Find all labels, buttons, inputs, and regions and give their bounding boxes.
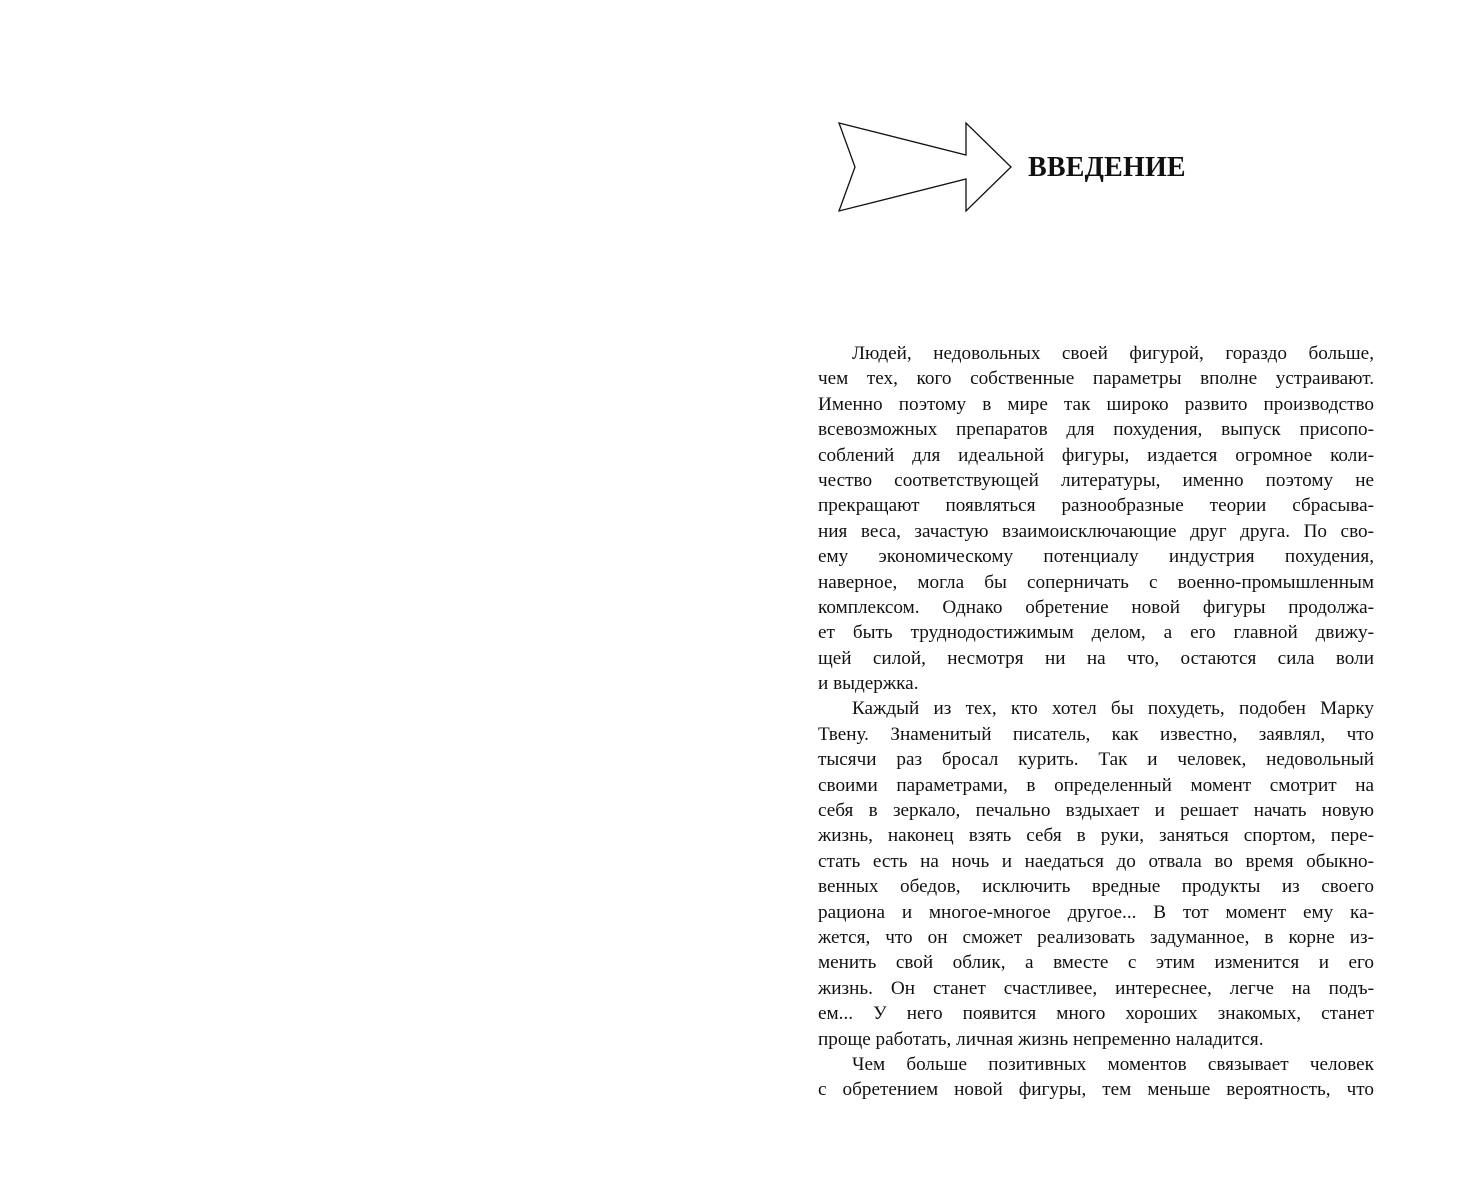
text-line: соблений для идеальной фигуры, издается огромное коли-: [818, 444, 1374, 466]
text-line: Чем больше позитивных моментов связывает человек: [852, 1053, 1374, 1075]
text-line: с обретением новой фигуры, тем меньше вероятность, что: [818, 1079, 1374, 1101]
text-line: чество соответствующей литературы, именно поэтому не: [818, 469, 1374, 491]
text-line: ния веса, зачастую взаимоисключающие друг друга. По сво-: [818, 520, 1374, 542]
text-line: и выдержка.: [818, 673, 919, 695]
text-line: чем тех, кого собственные параметры вполне устраивают.: [818, 368, 1374, 390]
text-line: прекращают появляться разнообразные теории сбрасыва-: [818, 495, 1374, 517]
text-line: жизнь. Он станет счастливее, интереснее, легче на подъ-: [818, 977, 1374, 999]
text-line: венных обедов, исключить вредные продукты из своего: [818, 876, 1374, 898]
paragraph-2: [818, 696, 1374, 1051]
paragraph-3: [818, 1052, 1374, 1103]
chapter-title: ВВЕДЕНИЕ: [1028, 152, 1186, 183]
text-line: тысячи раз бросал курить. Так и человек, недовольный: [818, 749, 1374, 771]
text-line: жется, что он сможет реализовать задуманное, в корне из-: [818, 926, 1374, 948]
text-line: ет быть труднодостижимым делом, а его главной движу-: [818, 622, 1374, 644]
text-line: щей силой, несмотря ни на что, остаются сила воли: [818, 647, 1374, 669]
text-line: проще работать, личная жизнь непременно наладится.: [818, 1028, 1264, 1050]
arrow-right-icon: [836, 120, 1014, 214]
text-line: комплексом. Однако обретение новой фигуры продолжа-: [818, 596, 1374, 618]
text-line: Людей, недовольных своей фигурой, гораздо больше,: [852, 343, 1374, 364]
body-text: [818, 341, 1374, 1103]
text-line: своими параметрами, в определенный момент смотрит на: [818, 774, 1374, 796]
text-line: жизнь, наконец взять себя в руки, заняться спортом, пере-: [818, 825, 1374, 847]
paragraph-1: [818, 341, 1374, 696]
text-line: Именно поэтому в мире так широко развито производство: [818, 393, 1374, 415]
text-line: всевозможных препаратов для похудения, выпуск присопо-: [818, 419, 1374, 441]
text-line: ему экономическому потенциалу индустрия похудения,: [818, 546, 1374, 568]
text-line: менить свой облик, а вместе с этим изменится и его: [818, 952, 1374, 974]
text-line: рациона и многое-многое другое... В тот момент ему ка-: [818, 901, 1374, 923]
text-line: себя в зеркало, печально вздыхает и решает начать новую: [818, 800, 1374, 822]
text-line: наверное, могла бы соперничать с военно-промышленным: [818, 571, 1374, 593]
text-line: Каждый из тех, кто хотел бы похудеть, подобен Марку: [852, 698, 1374, 720]
text-line: Твену. Знаменитый писатель, как известно, заявлял, что: [818, 723, 1374, 745]
text-line: стать есть на ночь и наедаться до отвала во время обыкно-: [818, 850, 1374, 872]
text-line: ем... У него появится много хороших знакомых, станет: [818, 1003, 1374, 1025]
